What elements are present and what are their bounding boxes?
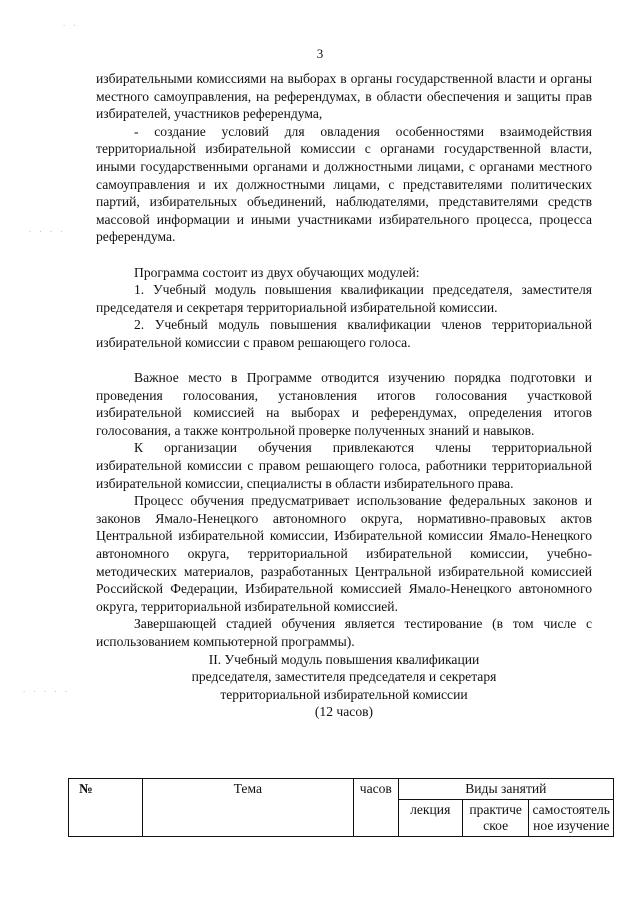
page-number: 3 xyxy=(316,46,324,61)
scan-artifact: · · · · · xyxy=(22,688,69,696)
scan-artifact: · · xyxy=(62,22,78,30)
body-paragraph: К организации обучения привлекаются члены территориальной избирательной комиссии с правом решающего голоса, работники территориальной избирательной комиссии, специалисты в области избирательного права. xyxy=(96,440,592,491)
body-paragraph: 1. Учебный модуль повышения квалификации председателя, заместителя председателя и секретаря территориальной избирательной комиссии. xyxy=(96,282,592,315)
body-paragraph: 2. Учебный модуль повышения квалификации членов территориальной избирательной комиссии с правом решающего голоса. xyxy=(96,317,592,350)
body-paragraph: Программа состоит из двух обучающих модулей: xyxy=(134,264,420,280)
paragraph-list xyxy=(96,70,592,651)
table-header-row xyxy=(69,779,614,800)
body-paragraph: - создание условий для овладения особенностями взаимодействия территориальной избирательной комиссии с органами государственной власти, иными государственными органами и должностными лицами, с органами местного самоуправления и их должностными лицами, с представителями политических партий, избирательных объединений, наблюдателями, представителями средств массовой информации и иными участниками избирательного процесса, процесса референдума. xyxy=(96,123,592,245)
body-paragraph: избирательными комиссиями на выборах в органы государственной власти и органы местного самоуправления, на референдумах, в области обеспечения и защиты прав избирателей, участников референдума, xyxy=(96,71,592,122)
paragraph-gap xyxy=(96,352,592,370)
col-hours-header: часов xyxy=(353,779,398,837)
module-hours: (12 часов) xyxy=(314,704,374,720)
module-heading-line1: II. Учебный модуль повышения квалификации xyxy=(208,651,480,667)
col-topic-header: Тема xyxy=(142,779,353,837)
scan-artifact: · · · · xyxy=(28,228,65,236)
body-paragraph: Завершающей стадией обучения является тестирование (в том числе с использованием компьютерной программы). xyxy=(96,616,592,649)
curriculum-table xyxy=(68,778,614,837)
document-body xyxy=(96,70,592,721)
sub-lecture-header: лекция xyxy=(398,800,462,837)
col-number-header: № xyxy=(69,779,143,837)
sub-practice-header: практиче ское xyxy=(462,800,529,837)
sub-self-study-header: самостоятель ное изучение xyxy=(529,800,614,837)
module-heading-line3: территориальной избирательной комиссии xyxy=(220,686,468,702)
body-paragraph: Процесс обучения предусматривает использование федеральных законов и законов Ямало-Ненецкого автономного округа, нормативно-правовых актов Центральной избирательной комиссии, Избирательной комиссии Ямало-Ненецкого автономного округа, территориальной избирательной комиссии, учебно-методических материалов, разработанных Центральной избирательной комиссией Российской Федерации, Избирательной комиссией Ямало-Ненецкого автономного округа, территориальной избирательной комиссией. xyxy=(96,493,592,614)
body-paragraph: Важное место в Программе отводится изучению порядка подготовки и проведения голосования, установления итогов голосования участковой избирательной комиссией на выборах и референдумах, определения итогов голосования, а также контрольной проверке полученных знаний и навыков. xyxy=(96,370,592,438)
col-activity-types-header: Виды занятий xyxy=(398,779,613,800)
paragraph-gap xyxy=(96,246,592,264)
module-heading-line2: председателя, заместителя председателя и секретаря xyxy=(191,669,497,685)
